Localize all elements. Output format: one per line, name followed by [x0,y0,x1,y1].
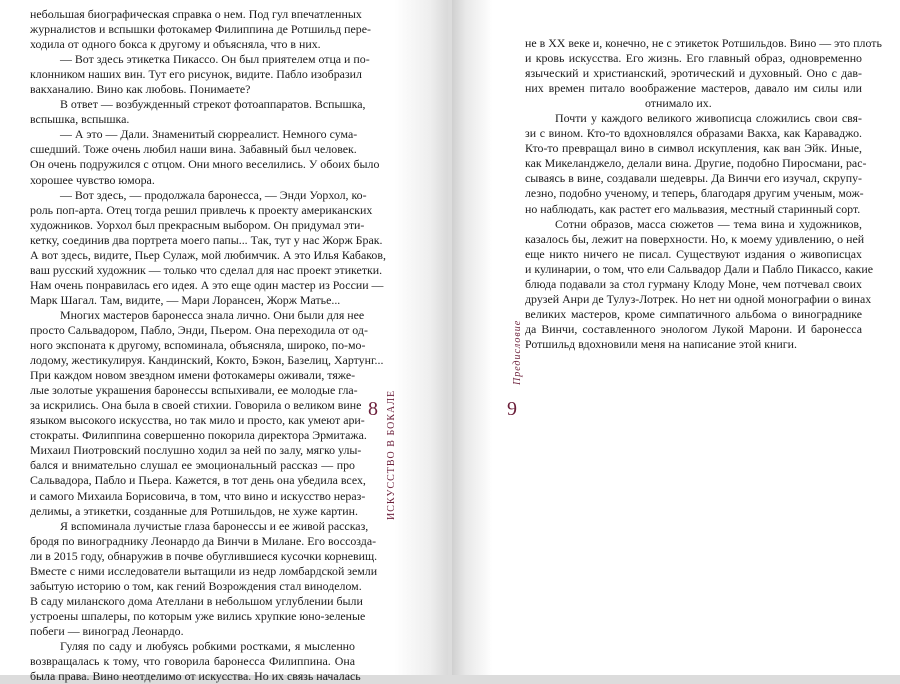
text-line: и самого Михаила Борисовича, в том, что вино и искусство нераз- [30,488,366,503]
text-line: вакханалию. Вино как любовь. Понимаете? [30,82,251,97]
text-line: Многих мастеров баронесса знала лично. Они были для нее [60,307,365,322]
text-line: возвращалась к тому, что говорила баронесса Филиппина. Она [30,654,355,669]
text-line: вспышка, вспышка. [30,112,130,127]
text-line: небольшая биографическая справка о нем. Под гул впечатленных [30,7,362,21]
text-line: была права. Вино неотделимо от искусства. Но их связь началась [30,669,361,684]
right-page [452,0,900,675]
text-line: Гуляя по саду и любуясь робкими ростками, я мысленно [60,638,355,653]
text-line: журналистов и вспышки фотокамер Филиппина де Ротшильд пере- [30,22,371,37]
text-line: блюда подавали за стол гурману Клоду Моне, чем потчевал своих [525,276,862,291]
text-line: них времен питало воображение мастеров, давало им силы или [525,81,862,96]
left-running-head: ИСКУССТВО В БОКАЛЕ [386,389,397,520]
text-line: отнимало их. [645,96,712,111]
text-line: Сальвадора, Пабло и Пьера. Кажется, в тот день она убедила всех, [30,473,366,488]
text-line: просто Сальвадором, Пабло, Энди, Пьером. Она переходила от од- [30,322,368,337]
text-line: не в XX веке и, конечно, не с этикеток Ротшильдов. Вино — это плоть [525,36,882,50]
text-line: При каждом новом звездном имени фотокамеры оживали, тяже- [30,368,356,383]
text-line: лые золотые украшения баронессы вспыхивали, ее молодые гла- [30,383,358,398]
text-line: Кто-то превращал вино в символ искупления, как ван Эйк. Иные, [525,141,862,156]
text-line: ходила от одного бокса к другому и объясняла, что в них. [30,37,321,52]
text-line: — Вот здесь, — продолжала баронесса, — Энди Уорхол, ко- [60,187,367,202]
text-line: Вместе с ними исследователи вытащили из недр ломбардской земли [30,563,378,578]
text-line: побеги — виноград Леонардо. [30,623,184,638]
text-line: Я вспоминала лучистые глаза баронессы и ее живой рассказ, [60,518,369,533]
text-line: Марк Шагал. Там, видите, — Мари Лорансен, Жорж Матье... [30,292,341,307]
text-line: забытую историю о том, как гений Возрождения стал виноделом. [30,578,362,593]
left-page-body [30,7,386,684]
text-line: роль поп-арта. Отец тогда решил привлечь к проекту американских [30,202,373,217]
right-running-head: Предисловие [512,319,523,385]
text-line: клонником наших вин. Тут его рисунок, видите. Пабло изобразил [30,67,362,82]
text-line: ного экспоната к другому, вспоминала, объясняла, широко, по-мо- [30,338,366,353]
text-line: ли в 2015 году, обнаружив в почве обуглившиеся кусочки корневищ. [30,548,378,563]
left-page [0,0,448,684]
left-folio: 8 [368,398,378,420]
text-line: В саду миланского дома Ателлани в небольшом углублении были [30,593,363,608]
text-line: друзей Анри де Тулуз-Лотрек. Но нет ни одной монографии о винах [525,291,872,306]
text-line: устроены шпалеры, по которым уже вились хрупкие юно-зеленые [30,608,366,623]
text-line: Сотни образов, масса сюжетов — тема вина и художников, [555,216,862,231]
text-line: — А это — Дали. Знаменитый сюрреалист. Немного сума- [60,127,358,142]
text-line: художников. Уорхол был прекрасным выбором. Он придумал эти- [30,217,365,232]
text-line: да Винчи, составленного энологом Лукой Марони. И баронесса [525,321,862,336]
right-folio: 9 [507,398,517,420]
text-line: ваш русский художник — только что сделал для нас проект этикетки. [30,262,383,277]
text-line: делимы, а этикетки, созданные для Ротшильдов, не хуже картин. [30,503,358,518]
text-line: Нам очень понравилась его идея. А это еще один мастер из России — [30,277,384,292]
text-line: сшедший. Тоже очень любил наши вина. Забавный был человек. [30,142,357,157]
text-line: лодому, жестикулируя. Кандинский, Кокто, Бэкон, Базелиц, Хартунг... [30,353,384,368]
text-line: великих мастеров, кроме симпатичного альбома о винограднике [525,306,862,321]
text-line: сываясь в вине, создавали шедевры. Да Винчи его изучал, скрупу- [525,171,862,186]
text-line: кетку, соединив два портрета моего папы... Так, тут у нас Жорж Брак. [30,232,383,247]
text-line: Ротшильд вдохновили меня на написание этой книги. [525,336,797,351]
text-line: и кровь искусства. Его жизнь. Его главный образ, одновременно [525,51,862,66]
text-line: Почти у каждого великого живописца сложились свои свя- [555,111,862,126]
text-line: А вот здесь, видите, Пьер Сулаж, мой любимчик. А это Илья Кабаков, [30,247,386,262]
text-line: как Микеланджело, делали вина. Другие, подобно Пиросмани, рас- [525,156,867,171]
text-line: языческий и христианский, эротический и духовный. Оно с дав- [525,66,862,81]
text-line: бродя по винограднику Леонардо да Винчи в Милане. Его воссозда- [30,533,377,548]
text-line: стократы. Филиппина совершенно покорила директора Эрмитажа. [30,428,367,443]
right-page-body [525,36,882,352]
text-line: В ответ — возбужденный стрекот фотоаппаратов. Вспышка, [60,97,366,112]
text-line: языком высокого искусства, но так мило и просто, как умеют ари- [30,413,365,428]
text-line: за искрились. Она была в своей стихии. Говорила о великом вине [30,398,362,413]
text-line: и кулинарии, о том, что ели Сальвадор Дали и Пабло Пикассо, какие [525,261,874,276]
text-line: зи с вином. Кто-то вдохновлялся образами Вакха, как Караваджо. [525,126,862,141]
text-line: бался и внимательно слушал ее эмоциональный рассказ — про [30,458,355,473]
text-line: казалось бы, лежит на поверхности. Но, к моему удивлению, о ней [525,231,865,246]
text-line: но наблюдать, как растет его мальвазия, местный старинный сорт. [525,201,861,216]
text-line: хорошее чувство юмора. [30,172,155,187]
text-line: — Вот здесь этикетка Пикассо. Он был приятелем отца и по- [60,52,370,67]
text-line: Он очень подружился с отцом. Они много веселились. У обоих было [30,157,380,172]
text-line: еще никто ничего не писал. Существуют издания о живописцах [525,246,862,261]
text-line: лезно, подобно ученому, и теперь, благодаря другим ученым, мож- [525,186,864,201]
text-line: Михаил Пиотровский послушно ходил за ней по залу, мягко улы- [30,443,362,458]
